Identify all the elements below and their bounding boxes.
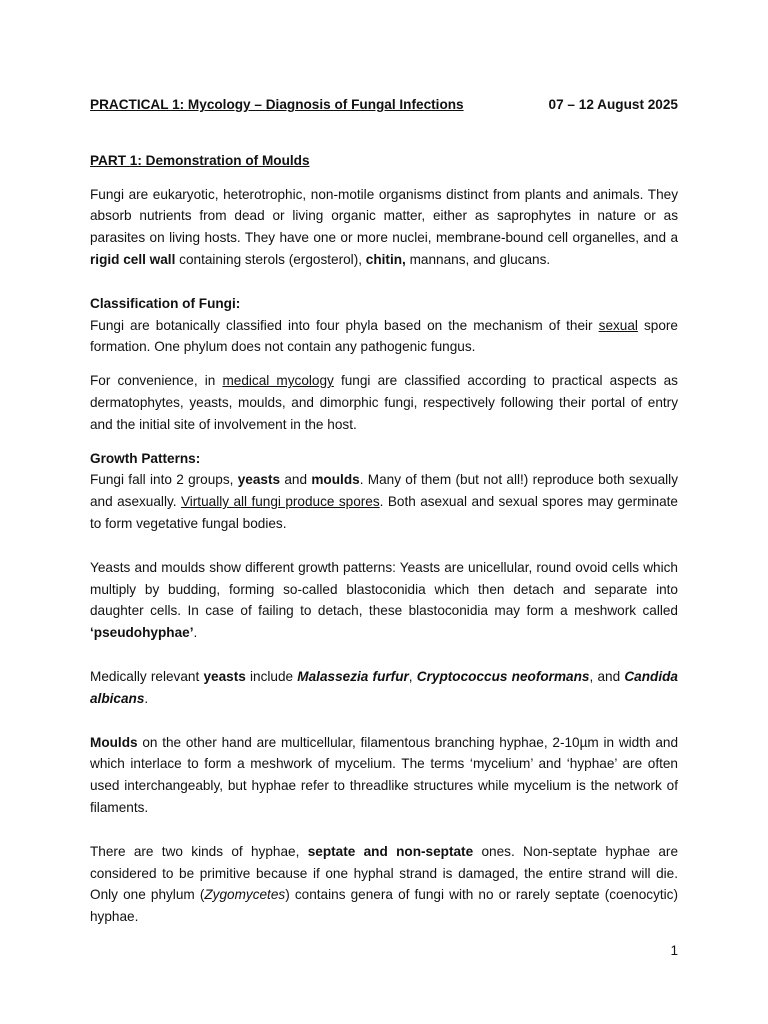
intro-text-1: Fungi are eukaryotic, heterotrophic, non-motile organisms distinct from plants and animals. They absorb nutrients from dead or living organic matter, either as saprophytes in nature or as parasites on living hosts. They have one or more nuclei, membrane-bound cell organelles, and a	[90, 186, 678, 246]
classification-paragraph-2	[90, 370, 678, 435]
growth-p5-text-2: ones. Non-septate hyphae are considered to be primitive because if one hyphal strand is damaged, the entire strand will die. Only one phylum (	[90, 843, 679, 903]
growth-p5-text-3: ) contains genera of fungi with no or rarely septate (coenocytic) hyphae.	[90, 887, 678, 925]
document-body	[90, 94, 678, 928]
growth-p1-text-3: . Many of them (but not all!) reproduce both sexually and asexually.	[90, 472, 678, 510]
growth-p4-bold-moulds: Moulds	[90, 734, 138, 750]
growth-p3-text-2: include	[245, 668, 298, 684]
classification-p2-text-2: fungi are classified according to practical aspects as dermatophytes, yeasts, moulds, and dimorphic fungi, respectively following their portal of entry and the initial site of involvement in the host.	[90, 373, 678, 432]
growth-p2-text-2: .	[193, 625, 198, 641]
intro-bold-chitin: chitin,	[365, 251, 406, 267]
growth-p3-text-1: Medically relevant	[90, 668, 204, 684]
classification-p1-text-2: spore formation. One phylum does not contain any pathogenic fungus.	[90, 317, 678, 355]
document-header	[90, 94, 678, 116]
classification-paragraph-1	[90, 315, 678, 359]
classification-heading: Classification of Fungi:	[90, 295, 241, 311]
growth-paragraph-1	[90, 469, 678, 534]
growth-p5-bold-septate: septate and non-septate	[307, 843, 474, 859]
growth-p3-species-cryptococcus: Cryptococcus neoformans	[416, 668, 590, 684]
growth-p3-text-5: .	[144, 690, 149, 706]
growth-p1-bold-moulds: moulds	[311, 472, 360, 488]
intro-text-3: mannans, and glucans.	[405, 251, 551, 267]
growth-p2-text-1: Yeasts and moulds show different growth patterns: Yeasts are unicellular, round ovoid cells which multiply by budding, forming so-called blastoconidia which then detach and separate into daughter cells. In case of failing to detach, these blastoconidia may form a meshwork called	[90, 559, 678, 619]
growth-p3-species-malassezia: Malassezia furfur	[297, 668, 409, 684]
growth-paragraph-3	[90, 666, 678, 710]
practical-date: 07 – 12 August 2025	[548, 97, 678, 112]
growth-p1-bold-yeasts: yeasts	[237, 472, 281, 488]
growth-p5-italic-zygomycetes: Zygomycetes	[204, 887, 286, 903]
part1-heading: PART 1: Demonstration of Moulds	[90, 152, 310, 168]
classification-p2-text-1: For convenience, in	[90, 373, 223, 389]
growth-p2-bold-pseudohyphae: ‘pseudohyphae’	[90, 625, 194, 641]
growth-paragraph-4	[90, 732, 678, 819]
growth-p1-text-1: Fungi fall into 2 groups,	[90, 472, 238, 488]
practical-title: PRACTICAL 1: Mycology – Diagnosis of Fungal Infections	[90, 97, 464, 112]
classification-p1-underline-sexual: sexual	[598, 317, 638, 333]
classification-p2-underline-medical-mycology: medical mycology	[222, 373, 334, 389]
intro-bold-rigid-cell-wall: rigid cell wall	[90, 251, 176, 267]
growth-p3-bold-yeasts: yeasts	[203, 668, 246, 684]
growth-p4-text-1: on the other hand are multicellular, filamentous branching hyphae, 2-10µm in width and which interlace to form a meshwork of mycelium. The terms ‘mycelium’ and ‘hyphae’ are often used interchangeably, but hyphae refer to threadlike structures while mycelium is the network of filaments.	[90, 734, 678, 815]
growth-p1-text-4: . Both asexual and sexual spores may germinate to form vegetative fungal bodies.	[90, 494, 678, 531]
classification-p1-text-1: Fungi are botanically classified into four phyla based on the mechanism of their	[90, 317, 599, 333]
growth-heading: Growth Patterns:	[90, 450, 201, 466]
intro-text-2: containing sterols (ergosterol),	[175, 251, 366, 267]
growth-p3-text-3: ,	[408, 668, 417, 684]
page-number: 1	[670, 943, 678, 958]
growth-paragraph-5	[90, 841, 678, 928]
growth-p1-text-2: and	[280, 472, 312, 488]
growth-paragraph-2	[90, 557, 678, 644]
growth-p3-text-4: , and	[589, 668, 625, 684]
growth-p1-underline-spores: Virtually all fungi produce spores	[180, 494, 380, 510]
growth-p3-species-candida: Candida albicans	[90, 668, 678, 706]
growth-p5-text-1: There are two kinds of hyphae,	[90, 843, 308, 859]
intro-paragraph	[90, 184, 678, 271]
